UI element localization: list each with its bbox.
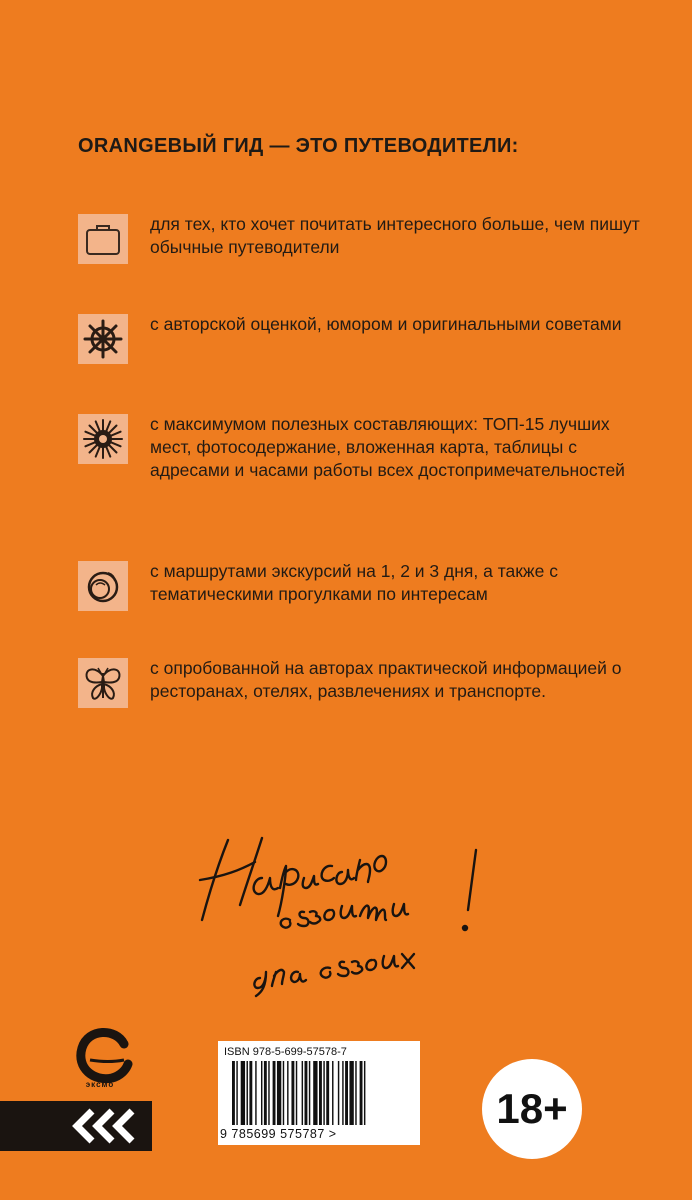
sun-icon [78,414,128,464]
publisher-chevrons [0,1101,152,1151]
ship-wheel-icon [78,314,128,364]
barcode-bars [232,1061,408,1125]
butterfly-icon [78,658,128,708]
feature-text: для тех, кто хочет почитать интересного больше, чем пишут обычные путеводители [150,214,640,257]
age-rating-badge: 18+ [482,1059,582,1159]
publisher-name: эксмо [85,1080,115,1089]
barcode-label [218,1041,420,1145]
feature-text: с маршрутами экскурсий на 1, 2 и 3 дня, а также с тематическими прогулками по интересам [150,561,558,604]
feature-text: с авторской оценкой, юмором и оригинальными советами [150,314,622,334]
feature-text: с максимумом полезных составляющих: ТОП-15 лучших мест, фотосодержание, вложенная карта, таблицы с адресами и часами работы всех достопримечательностей [150,414,625,480]
barcode-number: 9 785699 575787 > [220,1127,337,1141]
suitcase-icon [78,214,128,264]
chevrons-icon [0,1101,152,1151]
compass-icon [78,561,128,611]
feature-text: с опробованной на авторах практической информацией о ресторанах, отелях, развлечениях и транспорте. [150,658,622,701]
handwritten-slogan [180,800,510,1000]
isbn-text: ISBN 978-5-699-57578-7 [224,1046,347,1058]
heading: ORANGEВЫЙ ГИД — ЭТО ПУТЕВОДИТЕЛИ: [78,135,519,157]
